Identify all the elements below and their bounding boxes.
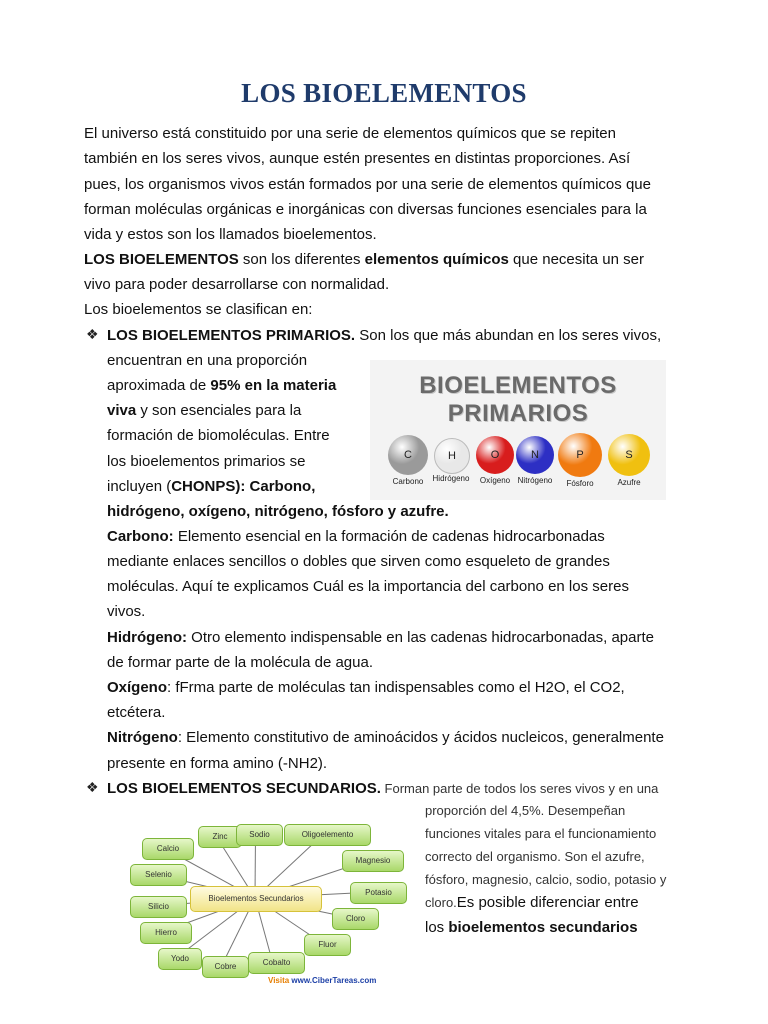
- secundarios-line-5: [425, 890, 639, 915]
- oxigeno-line-1: [107, 675, 625, 700]
- carbono-text-1: Elemento esencial en la formación de cadenas hidrocarbonadas: [173, 528, 605, 545]
- primarios-heading-bold: LOS BIOELEMENTOS PRIMARIOS.: [107, 327, 356, 344]
- hidrogeno-label: Hidrógeno:: [107, 629, 187, 646]
- element-label-h: Hidrógeno: [432, 474, 470, 483]
- element-ball-o: O: [476, 436, 514, 474]
- primarios-line-3a: viva: [107, 402, 137, 419]
- element-node-cobalto: Cobalto: [248, 952, 305, 974]
- definition-line-3: Los bioelementos se clasifican en:: [84, 301, 313, 318]
- nitrogeno-line-2: presente en forma amino (-NH2).: [107, 755, 328, 772]
- secundarios-heading: [107, 776, 658, 801]
- primarios-line-3: [107, 398, 301, 423]
- oxigeno-text-1: : fFrma parte de moléculas tan indispensables como el H2O, el CO2,: [167, 679, 625, 696]
- secundarios-line-3: correcto del organismo. Son el azufre,: [425, 849, 645, 864]
- primarios-line-7-bold: hidrógeno, oxígeno, nitrógeno, fósforo y azufre.: [107, 503, 449, 520]
- primarios-line-6: [107, 474, 315, 499]
- element-label-o: Oxígeno: [479, 476, 511, 485]
- center-node: Bioelementos Secundarios: [190, 886, 322, 912]
- secundarios-line-5b: Es posible diferenciar entre: [456, 894, 639, 911]
- hidrogeno-line-1: [107, 625, 654, 650]
- element-ball-n: N: [516, 436, 554, 474]
- carbono-label: Carbono:: [107, 528, 174, 545]
- page-title: LOS BIOELEMENTOS: [241, 78, 527, 108]
- secundarios-line-5a: cloro.: [425, 895, 457, 910]
- primarios-line-2b: 95% en la materia: [210, 377, 337, 394]
- visita-watermark: [268, 976, 376, 985]
- nitrogeno-line-1: [107, 725, 664, 750]
- bioelementos-secundarios-image: [118, 808, 414, 992]
- image-title-1: BIOELEMENTOS: [419, 372, 617, 399]
- primarios-line-2a: aproximada de: [107, 377, 211, 394]
- secundarios-line-1: proporción del 4,5%. Desempeñan: [425, 803, 626, 818]
- image-title-2: PRIMARIOS: [447, 400, 589, 427]
- secundarios-heading-rest: Forman parte de todos los seres vivos y en una: [380, 781, 659, 796]
- element-node-fluor: Fluor: [304, 934, 351, 956]
- bioelementos-primarios-image: [370, 360, 666, 500]
- carbono-line-4: vivos.: [107, 603, 146, 620]
- primarios-line-6b: CHONPS): Carbono,: [171, 478, 316, 495]
- intro-line-3: pues, los organismos vivos están formados por una serie de elementos químicos que: [84, 176, 651, 193]
- element-label-s: Azufre: [617, 478, 641, 487]
- element-ball-c: C: [388, 435, 428, 475]
- carbono-line-1: [107, 524, 605, 549]
- definition-text-1: son los diferentes: [238, 251, 365, 268]
- primarios-line-1: encuentran en una proporción: [107, 352, 308, 369]
- element-node-potasio: Potasio: [350, 882, 407, 904]
- element-node-calcio: Calcio: [142, 838, 194, 860]
- element-label-p: Fósforo: [566, 479, 594, 488]
- definition-line-2: vivo para poder desarrollarse con normalidad.: [84, 276, 390, 293]
- oxigeno-line-2: etcétera.: [107, 704, 166, 721]
- element-label-c: Carbono: [392, 477, 424, 486]
- intro-line-5: vida y estos son los llamados bioelementos.: [84, 226, 377, 243]
- secundarios-line-6b: bioelementos secundarios: [448, 919, 638, 936]
- primarios-line-7: [107, 499, 449, 524]
- visita-prefix: Visita: [268, 976, 292, 985]
- definition-term-2: elementos químicos: [364, 251, 509, 268]
- intro-line-2: también en los seres vivos, aunque estén presentes en distintas proporciones. Así: [84, 150, 631, 167]
- primarios-heading-rest: Son los que más abundan en los seres vivos,: [355, 327, 662, 344]
- secundarios-line-6a: los: [425, 919, 449, 936]
- hidrogeno-line-2: de formar parte de la molécula de agua.: [107, 654, 373, 671]
- element-node-cloro: Cloro: [332, 908, 379, 930]
- definition-line-1: [84, 247, 644, 272]
- element-ball-p: P: [558, 433, 602, 477]
- element-node-sodio: Sodio: [236, 824, 283, 846]
- element-node-magnesio: Magnesio: [342, 850, 404, 872]
- bullet-icon: ❖: [86, 326, 99, 342]
- visita-site: www.CiberTareas.com: [291, 976, 377, 985]
- primarios-line-3b: y son esenciales para la: [136, 402, 302, 419]
- bullet-icon: ❖: [86, 779, 99, 795]
- secundarios-line-2: funciones vitales para el funcionamiento: [425, 826, 657, 841]
- primarios-line-2: [107, 373, 336, 398]
- primarios-line-5: los bioelementos primarios se: [107, 453, 306, 470]
- element-node-oligoelemento: Oligoelemento: [284, 824, 371, 846]
- element-node-hierro: Hierro: [140, 922, 192, 944]
- element-node-selenio: Selenio: [130, 864, 187, 886]
- oxigeno-label: Oxígeno: [107, 679, 168, 696]
- intro-line-1: El universo está constituido por una serie de elementos químicos que se repiten: [84, 125, 616, 142]
- primarios-line-4: formación de biomoléculas. Entre: [107, 427, 330, 444]
- secundarios-line-6: [425, 915, 638, 940]
- nitrogeno-text-1: : Elemento constitutivo de aminoácidos y ácidos nucleicos, generalmente: [177, 729, 664, 746]
- intro-line-4: forman moléculas orgánicas e inorgánicas con diversas funciones esenciales para la: [84, 201, 647, 218]
- element-node-yodo: Yodo: [158, 948, 202, 970]
- element-node-cobre: Cobre: [202, 956, 249, 978]
- element-ball-h: H: [434, 438, 470, 474]
- carbono-line-3: moléculas. Aquí te explicamos Cuál es la importancia del carbono en los seres: [107, 578, 629, 595]
- primarios-line-6a: incluyen (: [107, 478, 172, 495]
- element-ball-s: S: [608, 434, 650, 476]
- secundarios-heading-bold: LOS BIOELEMENTOS SECUNDARIOS.: [107, 780, 381, 797]
- element-node-silicio: Silicio: [130, 896, 187, 918]
- nitrogeno-label: Nitrógeno: [107, 729, 178, 746]
- element-label-n: Nitrógeno: [517, 476, 553, 485]
- definition-text-2: que necesita un ser: [508, 251, 644, 268]
- hidrogeno-text-1: Otro elemento indispensable en las cadenas hidrocarbonadas, aparte: [187, 629, 654, 646]
- secundarios-line-4: fósforo, magnesio, calcio, sodio, potasio y: [425, 872, 667, 887]
- primarios-heading: [107, 323, 661, 348]
- element-node-zinc: Zinc: [198, 826, 242, 848]
- carbono-line-2: mediante enlaces sencillos o dobles que sirven como esqueleto de grandes: [107, 553, 610, 570]
- definition-term: LOS BIOELEMENTOS: [84, 251, 239, 268]
